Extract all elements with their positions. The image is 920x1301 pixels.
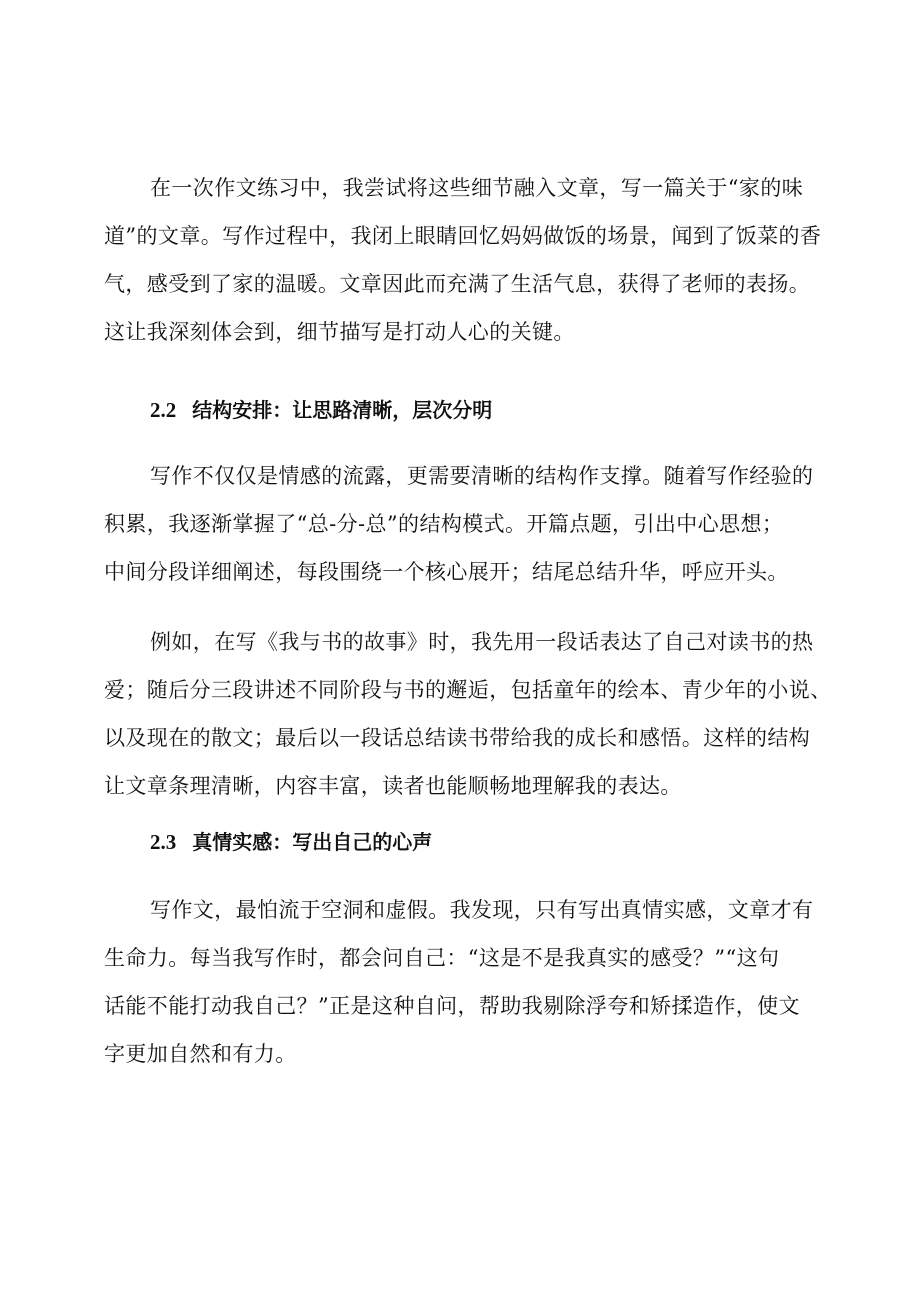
paragraph-line: 道”的文章。写作过程中，我闭上眼睛回忆妈妈做饭的场景，闻到了饭菜的香 (104, 224, 822, 248)
section-number: 2.3 (150, 830, 177, 854)
paragraph-line: 以及现在的散文；最后以一段话总结读书带给我的成长和感悟。这样的结构 (104, 726, 811, 750)
paragraph-line: 写作文，最怕流于空洞和虚假。我发现，只有写出真情实感，文章才有 (150, 898, 814, 922)
paragraph-family-taste (104, 164, 820, 356)
section-number: 2.2 (150, 398, 177, 422)
paragraph-line: 在一次作文练习中，我尝试将这些细节融入文章，写一篇关于“家的味 (150, 176, 804, 200)
paragraph-sincerity (104, 886, 820, 1078)
paragraph-line: 爱；随后分三段讲述不同阶段与书的邂逅，包括童年的绘本、青少年的小说、 (104, 678, 832, 702)
paragraph-line: 话能不能打动我自己？”正是这种自问，帮助我剔除浮夸和矫揉造作，使文 (104, 994, 800, 1018)
paragraph-line: 例如，在写《我与书的故事》时，我先用一段话表达了自己对读书的热 (150, 630, 814, 654)
paragraph-structure (104, 452, 820, 596)
paragraph-line: 气，感受到了家的温暖。文章因此而充满了生活气息，获得了老师的表扬。 (104, 272, 811, 296)
paragraph-book-story (104, 618, 832, 810)
section-heading-2-2 (150, 390, 492, 430)
paragraph-line: 生命力。每当我写作时，都会问自己：“这是不是我真实的感受？”“这句 (104, 946, 780, 970)
section-heading-2-3 (150, 822, 432, 862)
paragraph-line: 写作不仅仅是情感的流露，更需要清晰的结构作支撑。随着写作经验的 (150, 464, 814, 488)
paragraph-line: 这让我深刻体会到，细节描写是打动人心的关键。 (104, 320, 575, 344)
section-title: 真情实感：写出自己的心声 (192, 830, 433, 854)
paragraph-line: 中间分段详细阐述，每段围绕一个核心展开；结尾总结升华，呼应开头。 (104, 560, 789, 584)
paragraph-line: 让文章条理清晰，内容丰富，读者也能顺畅地理解我的表达。 (104, 774, 682, 798)
section-title: 结构安排：让思路清晰，层次分明 (192, 398, 493, 422)
paragraph-line: 积累，我逐渐掌握了“总-分-总”的结构模式。开篇点题，引出中心思想； (104, 512, 784, 536)
paragraph-line: 字更加自然和有力。 (104, 1042, 297, 1066)
